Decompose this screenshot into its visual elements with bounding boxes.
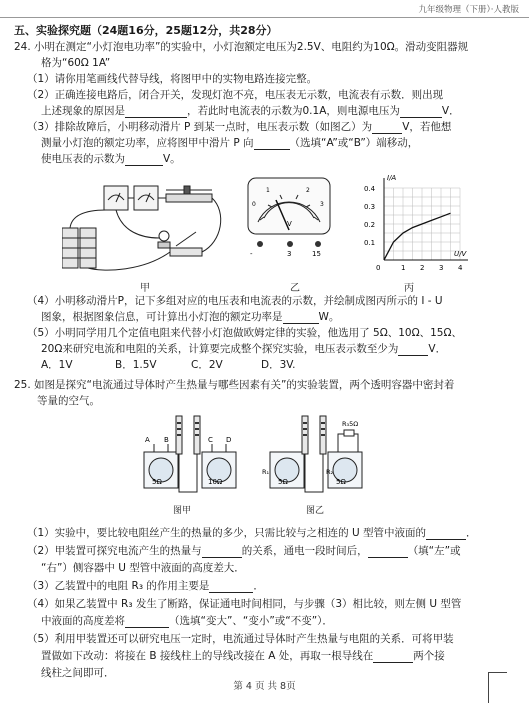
r3-value: 5Ω: [349, 420, 359, 428]
answer-blank: [125, 616, 169, 628]
y-tick-label: 0.1: [364, 239, 376, 247]
answer-blank: [400, 106, 442, 118]
answer-blank: [209, 581, 253, 593]
resistor-5-label: 5Ω: [152, 478, 162, 486]
dial-scale-small-0: 0: [252, 201, 256, 208]
r1-value: 5Ω: [278, 478, 288, 486]
q25-part2-a: （2）甲装置可探究电流产生的热量与 的关系，通电一段时间后， （填“左”或: [27, 545, 461, 557]
q25-stem-1: 25. 如图是探究“电流通过导体时产生热量与哪些因素有关”的实验装置，两个透明容器中密封着: [14, 379, 455, 391]
terminal-15: [315, 241, 321, 247]
answer-blank: [254, 138, 290, 150]
y-axis-label: I/A: [387, 174, 397, 182]
answer-blank: [368, 546, 408, 558]
x-tick-label: 3: [439, 264, 444, 272]
q24-part5-b: 20Ω来研究电流和电阻的关系，计算要完成整个探究实验，电压表示数至少为 V．: [41, 343, 447, 355]
option-c: C．2V: [191, 359, 223, 371]
answer-blank: [125, 154, 163, 166]
q24-part3-c: 使电压表的示数为 V。: [41, 153, 181, 165]
r1-label: R₁: [262, 468, 270, 476]
section-title: 五、实验探究题（24题16分，25题12分，共28分）: [14, 24, 278, 37]
answer-blank: [202, 546, 242, 558]
answer-blank: [125, 106, 187, 118]
terminal-a: A: [145, 436, 150, 444]
voltmeter-dial-figure: [246, 176, 332, 258]
q25-part5-b: 置做如下改动：将接在 B 接线柱上的导线改接在 A 处，再取一根导线在 两个接: [41, 650, 445, 662]
terminal-d: D: [226, 436, 232, 444]
answer-blank: [372, 122, 402, 134]
corner-mark: [488, 672, 507, 703]
page-footer: 第 4 页 共 8页: [233, 681, 296, 692]
header-rule: [0, 17, 529, 18]
ammeter-icon: [104, 186, 128, 210]
q25-part4-a: （4）如果乙装置中 R₃ 发生了断路，保证通电时间相同，与步骤（3）相比较，则左侧 U 型管: [27, 598, 462, 610]
dial-scale-small-3: 3: [320, 201, 324, 208]
terminal-15-label: 15: [312, 250, 321, 258]
q24-part1: （1）请你用笔画线代替导线，将图甲中的实物电路连接完整。: [27, 73, 318, 85]
terminal-3-label: 3: [287, 250, 292, 258]
r2-label: R₂: [326, 468, 334, 476]
header-tag: 九年级物理（下册）·人教版: [354, 3, 519, 18]
terminal-c: C: [208, 436, 213, 444]
option-b: B．1.5V: [115, 359, 157, 371]
q24-options: [41, 359, 295, 372]
origin-label: 0: [376, 264, 381, 272]
terminal-minus: [257, 241, 263, 247]
dial-scale-small-1: 1: [266, 187, 270, 194]
fig-label-jia: 甲: [140, 283, 150, 294]
resistor-10-label: 10Ω: [208, 478, 223, 486]
r3-label: R₃: [342, 420, 350, 428]
q25-part5-c: 线柱之间即可．: [41, 667, 115, 679]
caption-fig-jia: 图甲: [173, 506, 192, 516]
bulb-icon: [159, 231, 169, 241]
iu-graph: [362, 172, 472, 276]
dial-scale-small-2: 2: [306, 187, 310, 194]
q25-part5-a: （5）利用甲装置还可以研究电压一定时，电流通过导体时产生热量与电阻的关系．可将甲装: [27, 633, 454, 645]
circuit-figure: [62, 172, 232, 276]
q25-stem-2: 等量的空气。: [37, 395, 100, 407]
heat-apparatus-yi: [262, 412, 382, 500]
answer-blank: [283, 312, 319, 324]
q24-stem-2: 格为“60Ω 1A”: [41, 57, 111, 69]
q24-part3-a: （3）排除故障后，小明移动滑片 P 到某一点时，电压表示数（如图乙）为 V，若他想: [27, 121, 452, 133]
q24-part4-b: 图象，根据图象信息，可计算出小灯泡的额定功率是 W。: [41, 311, 340, 323]
x-tick-label: 4: [458, 264, 463, 272]
option-d: D．3V.: [261, 359, 296, 371]
r2-value: 5Ω: [336, 478, 346, 486]
q25-part4-b: 中液面的高度差将 （选填“变大”、“变小”或“不变”）．: [41, 615, 333, 627]
terminal-minus-label: -: [250, 250, 253, 258]
dial-unit: V: [287, 220, 292, 228]
x-axis-label: U/V: [454, 250, 467, 258]
voltmeter-icon: [134, 186, 158, 210]
q25-part2-b: “右”）侧容器中 U 型管中液面的高度差大．: [41, 562, 245, 574]
y-tick-label: 0.4: [364, 185, 376, 193]
answer-blank: [373, 651, 413, 663]
q25-part3: （3）乙装置中的电阻 R₃ 的作用主要是 ．: [27, 580, 264, 592]
fig-label-yi: 乙: [290, 283, 300, 294]
caption-fig-yi: 图乙: [306, 506, 325, 516]
q24-part3-b: 测量小灯泡的额定功率，应将图甲中滑片 P 向 （选填“A”或“B”）端移动，: [41, 137, 419, 149]
svg-text:R₃5Ω: [342, 420, 358, 428]
q24-part2-a: （2）正确连接电路后，闭合开关，发现灯泡不亮，电压表无示数，电流表有示数．则出现: [27, 89, 444, 101]
answer-blank: [398, 344, 428, 356]
y-tick-label: 0.2: [364, 221, 376, 229]
q24-part5-a: （5）小明同学用几个定值电阻来代替小灯泡做欧姆定律的实验，他选用了 5Ω、10Ω、15Ω、: [27, 327, 462, 339]
terminal-3: [287, 241, 293, 247]
q24-part2-b: 上述现象的原因是 ，若此时电流表的示数为0.1A，则电源电压为 V．: [41, 105, 460, 117]
rheostat-icon: [166, 194, 212, 202]
iu-curve: [384, 213, 451, 260]
q24-stem-1: 24. 小明在测定“小灯泡电功率”的实验中，小灯泡额定电压为2.5V、电阻约为10Ω。滑动变阻器规: [14, 41, 469, 53]
x-tick-label: 1: [401, 264, 406, 272]
heat-apparatus-jia: [136, 412, 246, 500]
x-tick-label: 2: [420, 264, 425, 272]
terminal-b: B: [164, 436, 169, 444]
fig-label-bing: 丙: [404, 283, 414, 294]
q24-part4-a: （4）小明移动滑片P，记下多组对应的电压表和电流表的示数，并绘制成图丙所示的 I - U: [27, 295, 443, 307]
switch-icon: [170, 248, 202, 256]
option-a: A．1V: [41, 359, 73, 371]
y-tick-label: 0.3: [364, 203, 376, 211]
q25-part1: （1）实验中，要比较电阻丝产生的热量的多少，只需比较与之相连的 U 型管中液面的 ．: [27, 527, 477, 539]
answer-blank: [426, 528, 466, 540]
